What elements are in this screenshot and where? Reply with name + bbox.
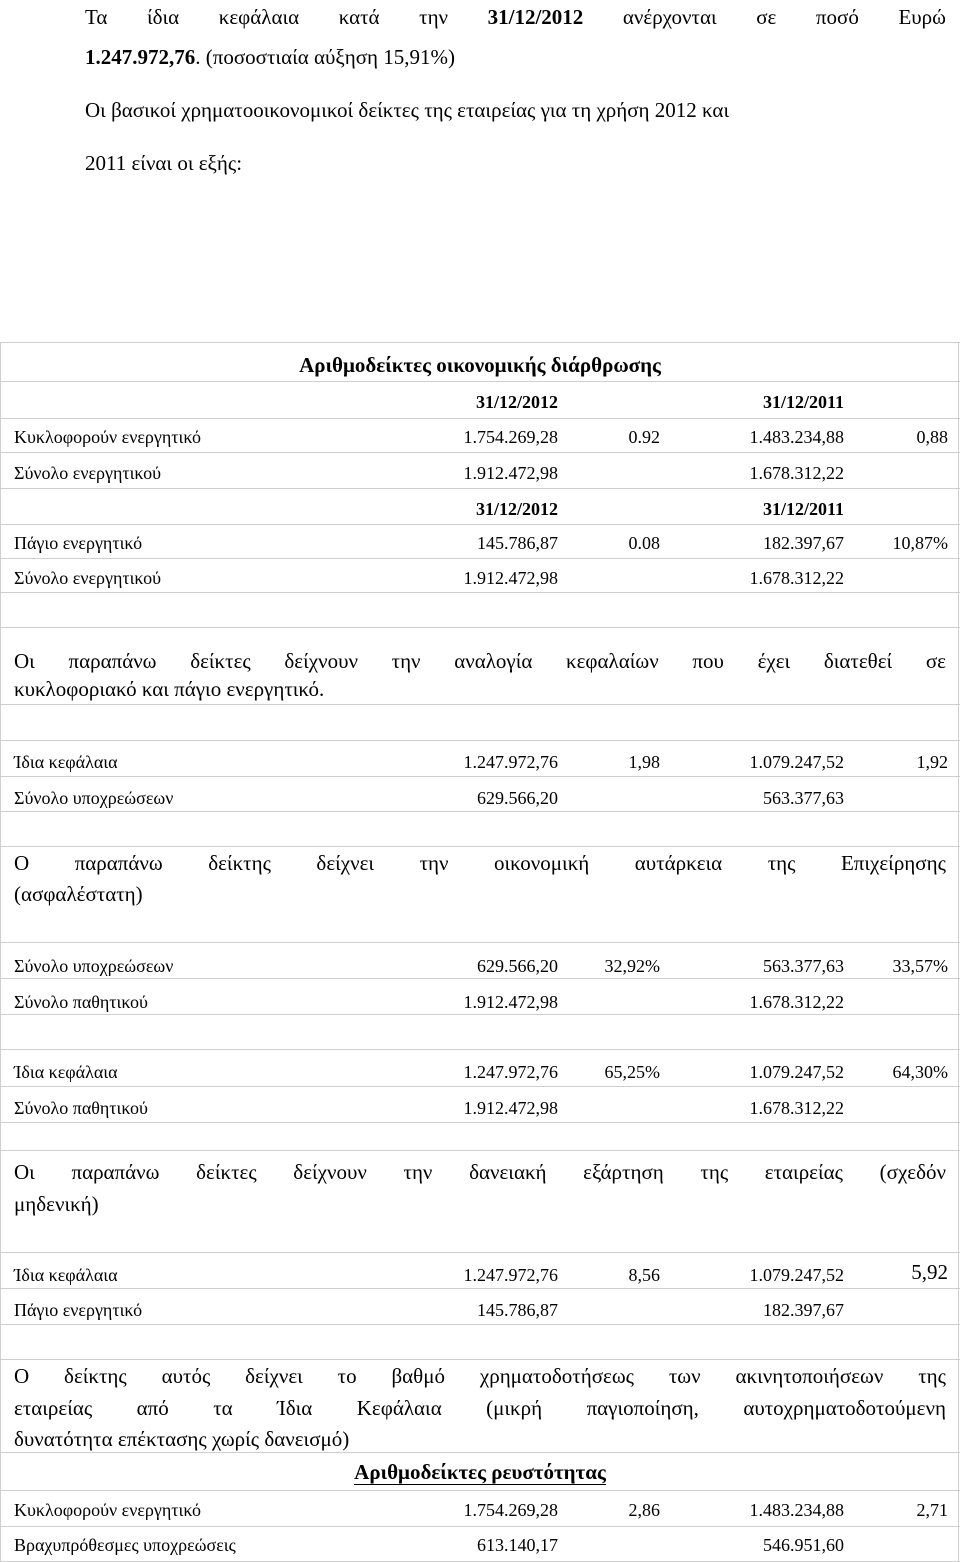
ratio-2012: 0.92 xyxy=(628,427,660,447)
ratio-2012: 2,86 xyxy=(628,1500,660,1520)
value-2011: 1.483.234,88 xyxy=(749,1500,844,1520)
word: δείκτες xyxy=(190,649,251,673)
value-2012: 1.912.472,98 xyxy=(463,568,558,588)
section-title-structure: Αριθμοδείκτες οικονομικής διάρθρωσης xyxy=(299,353,661,377)
word: την xyxy=(419,851,449,875)
section-title-liquidity xyxy=(0,1459,960,1485)
row-label: Σύνολο ενεργητικού xyxy=(14,568,162,588)
value-2012: 1.754.269,28 xyxy=(463,427,558,447)
word: Ο xyxy=(14,851,30,875)
word: οικονομική xyxy=(494,851,590,875)
ratio-2012: 32,92% xyxy=(604,956,660,976)
word: σε xyxy=(756,5,777,29)
word: Ευρώ xyxy=(898,5,946,29)
value-2011: 1.079.247,52 xyxy=(749,1265,844,1285)
ratio-2012: 65,25% xyxy=(604,1062,660,1082)
note-3-line-2: μηδενική) xyxy=(14,1192,99,1216)
value-2012: 1.754.269,28 xyxy=(463,1500,558,1520)
word: Επιχείρησης xyxy=(840,851,946,875)
header-date-2012: 31/12/2012 xyxy=(475,392,558,412)
increase-note: . (ποσοστιαία αύξηση 15,91%) xyxy=(195,45,456,69)
row-label: Σύνολο παθητικού xyxy=(14,1098,148,1118)
value-2012: 629.566,20 xyxy=(477,956,558,976)
intro-line-3: Οι βασικοί χρηματοοικονομικοί δείκτες της εταιρείας για τη χρήση 2012 και xyxy=(85,98,730,122)
word: των xyxy=(668,1364,701,1388)
row-label: Ίδια κεφάλαια xyxy=(14,752,118,772)
row-label: Κυκλοφορούν ενεργητικό xyxy=(14,427,201,447)
equity-amount: 1.247.972,76 xyxy=(85,45,196,69)
word: Κεφάλαια xyxy=(356,1396,442,1420)
word: Ο xyxy=(14,1364,30,1388)
row-label: Σύνολο υποχρεώσεων xyxy=(14,956,174,976)
row-label: Ίδια κεφάλαια xyxy=(14,1062,118,1082)
word: ακινητοποιήσεων xyxy=(735,1364,884,1388)
word: την xyxy=(391,649,421,673)
word: αυτάρκεια xyxy=(634,851,723,875)
word: ποσό xyxy=(815,5,859,29)
ratio-2011: 10,87% xyxy=(892,533,948,553)
value-2011: 1.483.234,88 xyxy=(749,427,844,447)
ratio-2011: 0,88 xyxy=(916,427,948,447)
value-2011: 182.397,67 xyxy=(763,1300,844,1320)
word: το xyxy=(337,1364,357,1388)
word: Οι xyxy=(14,1160,35,1184)
header-date-2011: 31/12/2011 xyxy=(762,499,844,519)
value-2012: 145.786,87 xyxy=(477,533,558,553)
word: παγιοποίηση, xyxy=(586,1396,699,1420)
value-2011: 1.678.312,22 xyxy=(749,992,844,1012)
word: κεφάλαια xyxy=(218,5,300,29)
value-2011: 563.377,63 xyxy=(763,956,844,976)
value-2012: 1.912.472,98 xyxy=(463,463,558,483)
word: σε xyxy=(925,649,946,673)
word: εταιρείας xyxy=(14,1396,93,1420)
row-label: Πάγιο ενεργητικό xyxy=(14,533,143,553)
word: ανέρχονται xyxy=(622,5,717,29)
ratio-2012: 8,56 xyxy=(628,1265,660,1285)
word: ίδια xyxy=(146,5,180,29)
word: εξάρτηση xyxy=(583,1160,664,1184)
word: παραπάνω xyxy=(71,1160,160,1184)
header-date-2011: 31/12/2011 xyxy=(762,392,844,412)
value-2012: 1.912.472,98 xyxy=(463,992,558,1012)
word: δείχνουν xyxy=(284,649,358,673)
word: παραπάνω xyxy=(68,649,157,673)
value-2011: 1.678.312,22 xyxy=(749,463,844,483)
intro-line-4: 2011 είναι οι εξής: xyxy=(85,151,243,175)
word: που xyxy=(692,649,724,673)
word: κεφαλαίων xyxy=(566,649,659,673)
ratio-2011: 64,30% xyxy=(892,1062,948,1082)
note-2-line-1 xyxy=(14,846,946,880)
word: παραπάνω xyxy=(74,851,163,875)
value-2011: 546.951,60 xyxy=(763,1535,844,1555)
value-2012: 613.140,17 xyxy=(477,1535,558,1555)
word: διατεθεί xyxy=(823,649,893,673)
word: Ίδια xyxy=(277,1396,313,1420)
note-4-line-2 xyxy=(14,1391,946,1425)
word: δείχνει xyxy=(245,1364,303,1388)
word: από xyxy=(136,1396,169,1420)
ratio-2011: 1,92 xyxy=(916,752,948,772)
word: αυτός xyxy=(161,1364,211,1388)
word: βαθμό xyxy=(391,1364,446,1388)
intro-line-1 xyxy=(85,0,946,34)
word: χρηματοδοτήσεως xyxy=(479,1364,634,1388)
word: την xyxy=(419,5,449,29)
row-label: Σύνολο παθητικού xyxy=(14,992,148,1012)
row-label: Πάγιο ενεργητικό xyxy=(14,1300,143,1320)
word: (σχεδόν xyxy=(879,1160,946,1184)
value-2012: 1.247.972,76 xyxy=(463,1062,558,1082)
value-2011: 1.079.247,52 xyxy=(749,752,844,772)
value-2011: 1.079.247,52 xyxy=(749,1062,844,1082)
header-date-2012: 31/12/2012 xyxy=(475,499,558,519)
ratio-2011: 2,71 xyxy=(916,1500,948,1520)
ratio-2011: 5,92 xyxy=(911,1260,948,1284)
word: εταιρείας xyxy=(764,1160,843,1184)
value-2012: 145.786,87 xyxy=(477,1300,558,1320)
note-1-line-2: κυκλοφοριακό και πάγιο ενεργητικό. xyxy=(14,677,325,701)
word: έχει xyxy=(757,649,791,673)
word: 31/12/2012 xyxy=(487,5,584,29)
word: δείκτης xyxy=(64,1364,127,1388)
row-label: Κυκλοφορούν ενεργητικό xyxy=(14,1500,201,1520)
ratio-2012: 1,98 xyxy=(628,752,660,772)
word: δείκτες xyxy=(196,1160,257,1184)
word: της xyxy=(700,1160,729,1184)
value-2012: 1.247.972,76 xyxy=(463,752,558,772)
ratio-2011: 33,57% xyxy=(892,956,948,976)
word: της xyxy=(918,1364,946,1388)
row-label: Ίδια κεφάλαια xyxy=(14,1265,118,1285)
note-2-line-2: (ασφαλέστατη) xyxy=(14,882,143,906)
row-label: Σύνολο ενεργητικού xyxy=(14,463,162,483)
word: δείκτης xyxy=(208,851,271,875)
intro-line-2 xyxy=(85,40,455,74)
value-2011: 1.678.312,22 xyxy=(749,1098,844,1118)
word: αναλογία xyxy=(454,649,533,673)
note-4-line-1 xyxy=(14,1359,946,1393)
word: κατά xyxy=(338,5,380,29)
value-2011: 1.678.312,22 xyxy=(749,568,844,588)
value-2011: 182.397,67 xyxy=(763,533,844,553)
word: τα xyxy=(213,1396,233,1420)
word: δείχνουν xyxy=(293,1160,367,1184)
value-2012: 1.247.972,76 xyxy=(463,1265,558,1285)
word: δανειακή xyxy=(469,1160,547,1184)
word: την xyxy=(403,1160,433,1184)
note-3-line-1 xyxy=(14,1155,946,1189)
ratio-2012: 0.08 xyxy=(628,533,660,553)
word: αυτοχρηματοδοτούμενη xyxy=(743,1396,946,1420)
word: της xyxy=(767,851,796,875)
word: δείχνει xyxy=(316,851,375,875)
row-label: Βραχυπρόθεσμες υποχρεώσεις xyxy=(14,1535,236,1555)
value-2012: 1.912.472,98 xyxy=(463,1098,558,1118)
row-label: Σύνολο υποχρεώσεων xyxy=(14,788,174,808)
word: (μικρή xyxy=(486,1396,543,1420)
word: Οι xyxy=(14,649,35,673)
word: Τα xyxy=(85,5,108,29)
note-4-line-3: δυνατότητα επέκτασης χωρίς δανεισμό) xyxy=(14,1427,350,1451)
value-2012: 629.566,20 xyxy=(477,788,558,808)
value-2011: 563.377,63 xyxy=(763,788,844,808)
section-title-liquidity-text: Αριθμοδείκτες ρευστότητας xyxy=(354,1460,606,1484)
